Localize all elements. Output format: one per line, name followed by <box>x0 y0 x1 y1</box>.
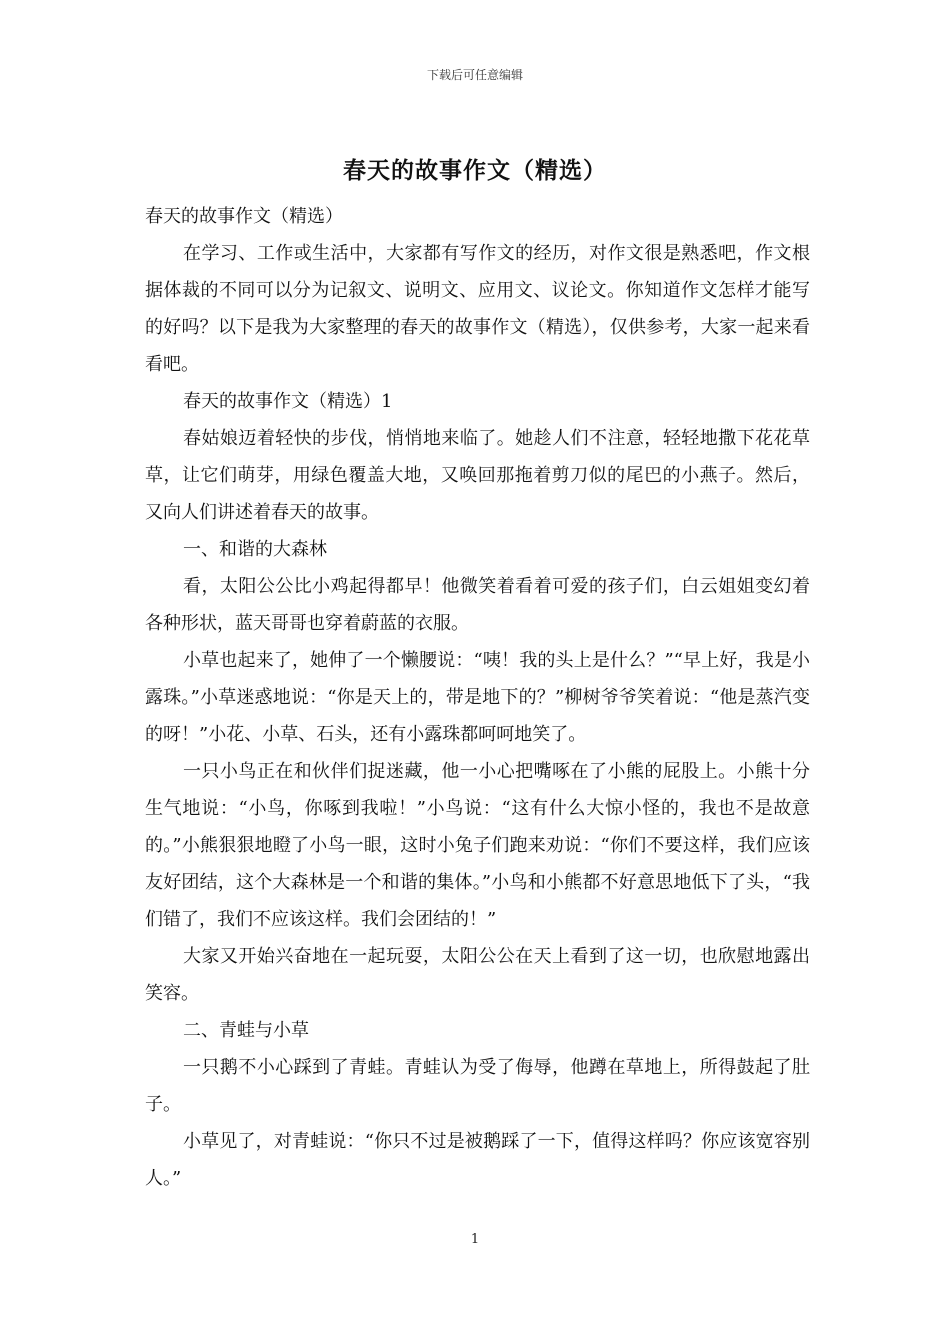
paragraph: 看，太阳公公比小鸡起得都早！他微笑着看着可爱的孩子们，白云姐姐变幻着各种形状，蓝天哥哥也穿着蔚蓝的衣服。 <box>145 576 810 634</box>
page-number: 1 <box>470 1232 480 1247</box>
header-note: 下载后可任意编辑 <box>426 68 523 82</box>
paragraph-heading-frog: 二、青蛙与小草 <box>183 1020 309 1041</box>
paragraph-section-heading: 春天的故事作文（精选）1 <box>183 391 393 412</box>
paragraph: 大家又开始兴奋地在一起玩耍，太阳公公在天上看到了这一切，也欣慰地露出笑容。 <box>145 946 810 1004</box>
paragraph-subtitle: 春天的故事作文（精选） <box>145 206 343 227</box>
document-body <box>145 198 810 1197</box>
paragraph: 一只小鸟正在和伙伴们捉迷藏，他一小心把嘴啄在了小熊的屁股上。小熊十分生气地说：“小鸟，你啄到我啦！”小鸟说：“这有什么大惊小怪的，我也不是故意的。”小熊狠狠地瞪了小鸟一眼，这时小兔子们跑来劝说：“你们不要这样，我们应该友好团结，这个大森林是一个和谐的集体。”小鸟和小熊都不好意思地低下了头，“我们错了，我们不应该这样。我们会团结的！” <box>145 761 810 930</box>
paragraph: 春姑娘迈着轻快的步伐，悄悄地来临了。她趁人们不注意，轻轻地撒下花花草草，让它们萌芽，用绿色覆盖大地，又唤回那拖着剪刀似的尾巴的小燕子。然后，又向人们讲述着春天的故事。 <box>145 428 810 523</box>
paragraph-heading-forest: 一、和谐的大森林 <box>183 539 327 560</box>
paragraph-intro: 在学习、工作或生活中，大家都有写作文的经历，对作文很是熟悉吧，作文根据体裁的不同可以分为记叙文、说明文、应用文、议论文。你知道作文怎样才能写的好吗？以下是我为大家整理的春天的故事作文（精选），仅供参考，大家一起来看看吧。 <box>145 243 810 375</box>
paragraph: 小草也起来了，她伸了一个懒腰说：“咦！我的头上是什么？”“早上好，我是小露珠。”小草迷惑地说：“你是天上的，带是地下的？”柳树爷爷笑着说：“他是蒸汽变的呀！”小花、小草、石头，还有小露珠都呵呵地笑了。 <box>145 650 810 745</box>
paragraph: 一只鹅不小心踩到了青蛙。青蛙认为受了侮辱，他蹲在草地上，所得鼓起了肚子。 <box>145 1057 810 1115</box>
paragraph: 小草见了，对青蛙说：“你只不过是被鹅踩了一下，值得这样吗？你应该宽容别人。” <box>145 1131 810 1189</box>
document-title: 春天的故事作文（精选） <box>343 157 607 184</box>
